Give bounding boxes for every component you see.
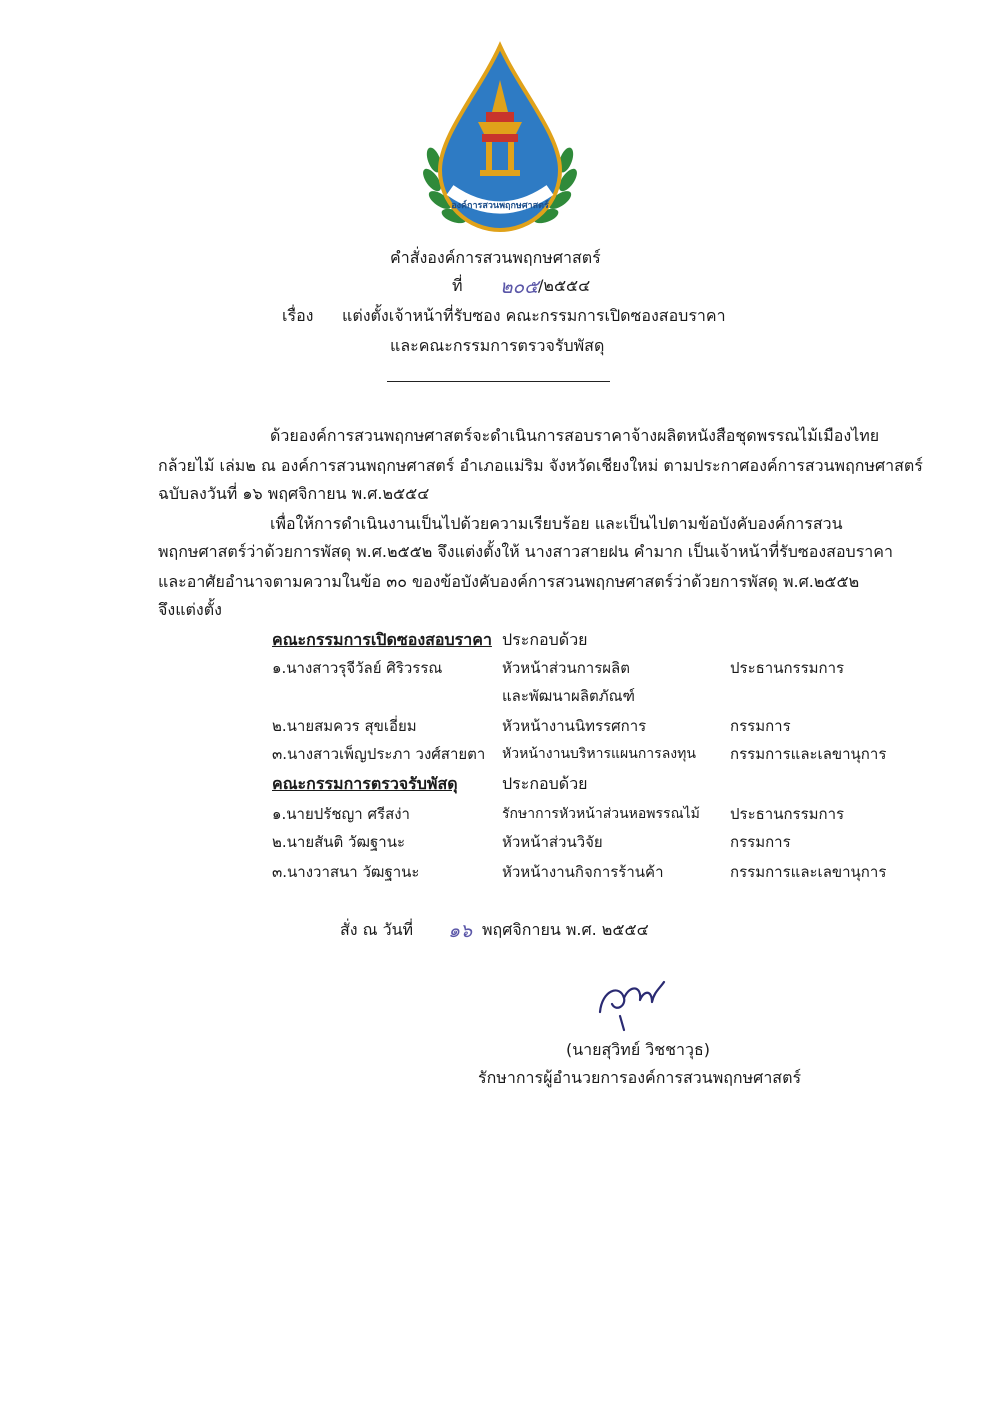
subject-label: เรื่อง	[282, 306, 314, 325]
c1-m1-name: ๑.นางสาวรุจีวัลย์ ศิริวรรณ	[272, 659, 443, 677]
committee-2-title: คณะกรรมการตรวจรับพัสดุ	[272, 774, 458, 793]
c2-m2-name: ๒.นายสันติ วัฒฐานะ	[272, 833, 406, 851]
order-number-handwritten: ๒๐๕	[500, 276, 539, 298]
c2-m3-position: หัวหน้างานกิจการร้านค้า	[502, 863, 664, 881]
committee-1-suffix: ประกอบด้วย	[502, 630, 588, 649]
c1-m3-position: หัวหน้างานบริหารแผนการลงทุน	[502, 746, 696, 762]
signatory-title: รักษาการผู้อำนวยการองค์การสวนพฤกษศาสตร์	[478, 1068, 802, 1087]
c1-m3-name: ๓.นางสาวเพ็ญประภา วงศ์สายตา	[272, 745, 486, 763]
c1-m2-position: หัวหน้างานนิทรรศการ	[502, 717, 647, 735]
para2-line2: พฤกษศาสตร์ว่าด้วยการพัสดุ พ.ศ.๒๕๕๒ จึงแต่งตั้งให้ นางสาวสายฝน คำมาก เป็นเจ้าหน้าที่รับซองสอบราคา	[158, 542, 893, 561]
order-number-suffix: /๒๕๕๔	[538, 276, 591, 295]
handwritten-signature	[590, 972, 680, 1034]
para2-line3: และอาศัยอำนาจตามความในข้อ ๓๐ ของข้อบังคับองค์การสวนพฤกษศาสตร์ว่าด้วยการพัสดุ พ.ศ.๒๕๕๒	[158, 572, 860, 591]
c1-m2-role: กรรมการ	[730, 717, 791, 735]
c2-m1-name: ๑.นายปรัชญา ศรีสง่า	[272, 805, 410, 823]
organization-emblem	[420, 40, 580, 240]
c1-m1-position-2: และพัฒนาผลิตภัณฑ์	[502, 687, 636, 705]
c1-m1-position: หัวหน้าส่วนการผลิต	[502, 659, 630, 677]
order-date-month-year: พฤศจิกายน พ.ศ. ๒๕๕๔	[482, 920, 649, 939]
order-date-prefix: สั่ง ณ วันที่	[340, 920, 414, 939]
c2-m3-name: ๓.นางวาสนา วัฒฐานะ	[272, 863, 420, 881]
order-title: คำสั่งองค์การสวนพฤกษศาสตร์	[390, 248, 601, 267]
c2-m3-role: กรรมการและเลขานุการ	[730, 863, 887, 881]
c1-m3-role: กรรมการและเลขานุการ	[730, 745, 887, 763]
para1-line3: ฉบับลงวันที่ ๑๖ พฤศจิกายน พ.ศ.๒๕๕๔	[158, 484, 430, 503]
committee-2-suffix: ประกอบด้วย	[502, 774, 588, 793]
subject-line-1: แต่งตั้งเจ้าหน้าที่รับซอง คณะกรรมการเปิดซองสอบราคา	[342, 306, 726, 325]
para2-line1: เพื่อให้การดำเนินงานเป็นไปด้วยความเรียบร้อย และเป็นไปตามข้อบังคับองค์การสวน	[270, 514, 843, 533]
subject-line-2: และคณะกรรมการตรวจรับพัสดุ	[390, 336, 605, 355]
para1-line1: ด้วยองค์การสวนพฤกษศาสตร์จะดำเนินการสอบราคาจ้างผลิตหนังสือชุดพรรณไม้เมืองไทย	[270, 426, 880, 445]
c2-m1-role: ประธานกรรมการ	[730, 805, 845, 823]
c2-m1-position: รักษาการหัวหน้าส่วนหอพรรณไม้	[502, 806, 700, 822]
emblem-text: องค์การสวนพฤกษศาสตร์	[451, 201, 549, 211]
committee-1-title: คณะกรรมการเปิดซองสอบราคา	[272, 630, 492, 649]
para1-line2: กล้วยไม้ เล่ม๒ ณ องค์การสวนพฤกษศาสตร์ อำเภอแม่ริม จังหวัดเชียงใหม่ ตามประกาศองค์การสวนพฤกษศาสตร์	[158, 456, 923, 475]
order-number-prefix: ที่	[452, 276, 463, 295]
c2-m2-position: หัวหน้าส่วนวิจัย	[502, 833, 603, 851]
c1-m1-role: ประธานกรรมการ	[730, 659, 845, 677]
c2-m2-role: กรรมการ	[730, 833, 791, 851]
signatory-name: (นายสุวิทย์ วิชชาวุธ)	[566, 1040, 710, 1059]
c1-m2-name: ๒.นายสมควร สุขเอี่ยม	[272, 717, 417, 735]
para2-line4: จึงแต่งตั้ง	[158, 600, 222, 619]
order-date-day-handwritten: ๑๖	[448, 920, 473, 942]
header-divider	[387, 381, 610, 382]
